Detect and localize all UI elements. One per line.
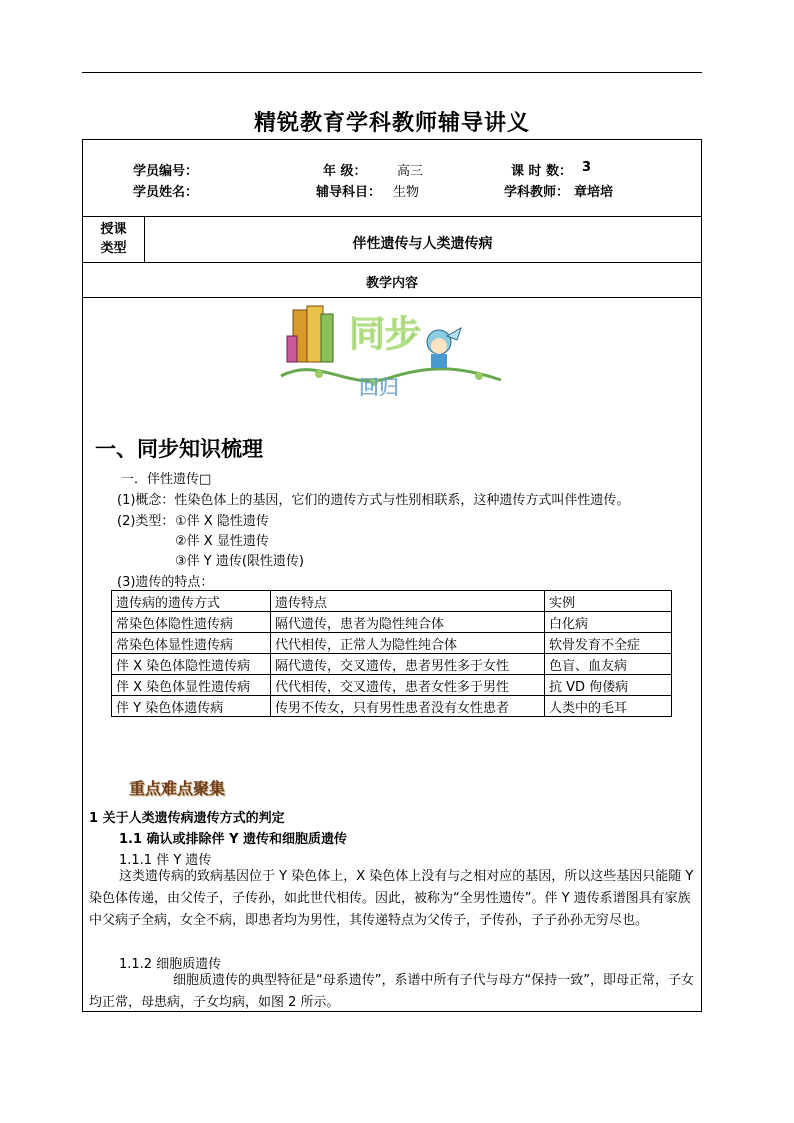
- table-cell: 抗 VD 佝偻病: [545, 675, 672, 696]
- table-cell: 常染色体显性遗传病: [112, 633, 271, 654]
- lesson-frame: [82, 139, 702, 1012]
- table-cell: 代代相传，交叉遗传，患者女性多于男性: [271, 675, 545, 696]
- subject-label: 辅导科目：: [316, 185, 382, 200]
- header-rule: [82, 72, 702, 73]
- student-name-label: 学员姓名：: [133, 185, 199, 200]
- character-icon: [427, 328, 461, 368]
- table-row: [112, 612, 672, 633]
- lesson-type-label: 授课 类型: [100, 222, 127, 256]
- concept-text: (1)概念：性染色体上的基因，它们的遗传方式与性别相联系，这种遗传方式叫伴性遗传。: [117, 493, 630, 508]
- row-divider: [83, 216, 701, 217]
- inheritance-table: [111, 590, 672, 717]
- table-cell: 色盲、血友病: [545, 654, 672, 675]
- table-cell: 隔代遗传，患者为隐性纯合体: [271, 612, 545, 633]
- banner-sub-text: 回归: [359, 375, 399, 396]
- hours-label: 课 时 数：: [511, 164, 573, 179]
- table-cell: 常染色体隐性遗传病: [112, 612, 271, 633]
- table-header-cell: 遗传特点: [271, 591, 545, 612]
- subsection-heading: 1 关于人类遗传病遗传方式的判定: [89, 811, 285, 826]
- books-icon: [287, 306, 333, 362]
- table-cell: 人类中的毛耳: [545, 696, 672, 717]
- teacher-value: 章培培: [574, 185, 614, 200]
- type-item: ①伴 X 隐性遗传: [175, 514, 269, 529]
- subsection-heading: 1.1.2 细胞质遗传: [119, 957, 222, 972]
- table-cell: 白化病: [545, 612, 672, 633]
- features-label: (3)遗传的特点：: [117, 575, 214, 590]
- subject-value: 生物: [393, 185, 420, 200]
- grade-value: 高三: [397, 164, 424, 179]
- table-cell: 传男不传女，只有男性患者没有女性患者: [271, 696, 545, 717]
- table-cell: 代代相传，正常人为隐性纯合体: [271, 633, 545, 654]
- table-cell: 伴 X 染色体显性遗传病: [112, 675, 271, 696]
- table-header-cell: 遗传病的遗传方式: [112, 591, 271, 612]
- types-label: (2)类型：: [117, 514, 175, 529]
- table-row: [112, 696, 672, 717]
- row-divider: [83, 262, 701, 263]
- table-row: [112, 675, 672, 696]
- lesson-title: 伴性遗传与人类遗传病: [352, 236, 493, 252]
- key-points-heading: 重点难点聚集: [129, 779, 226, 798]
- table-cell: 伴 X 染色体隐性遗传病: [112, 654, 271, 675]
- student-id-label: 学员编号：: [133, 164, 199, 179]
- paragraph: 这类遗传病的致病基因位于 Y 染色体上，X 染色体上没有与之相对应的基因，所以这些基因只能随 Y 染色体传递，由父传子，子传孙，如此世代相传。因此，被称为“全男性遗传”。伴 Y 遗传系谱图具有家族中父病子全病，女全不病，即患者均为男性，其传递特点为父传子，子传孙，子子孙孙无穷尽也。: [89, 869, 694, 928]
- paragraph: 细胞质遗传的典型特征是“母系遗传”，系谱中所有子代与母方“保持一致”，即母正常，子女均正常，母患病，子女均病，如图 2 所示。: [89, 973, 694, 1010]
- table-cell: 伴 Y 染色体遗传病: [112, 696, 271, 717]
- sub-heading: 一．伴性遗传□: [121, 472, 212, 487]
- subsection-heading: 1.1.1 伴 Y 遗传: [119, 853, 212, 868]
- sync-banner-image: [279, 296, 504, 396]
- table-row: [112, 654, 672, 675]
- table-header-row: [112, 591, 672, 612]
- table-cell: 隔代遗传，交叉遗传，患者男性多于女性: [271, 654, 545, 675]
- section-heading: 一、同步知识梳理: [95, 437, 263, 461]
- hours-value: 3: [582, 160, 592, 175]
- table-header-cell: 实例: [545, 591, 672, 612]
- grade-label: 年 级：: [323, 164, 367, 179]
- document-title: 精锐教育学科教师辅导讲义: [253, 111, 530, 136]
- banner-main-text: 同步: [349, 313, 422, 355]
- type-item: ②伴 X 显性遗传: [175, 534, 269, 549]
- subsection-heading: 1.1 确认或排除伴 Y 遗传和细胞质遗传: [119, 832, 348, 847]
- table-row: [112, 633, 672, 654]
- teacher-label: 学科教师：: [504, 185, 570, 200]
- type-item: ③伴 Y 遗传(限性遗传): [175, 554, 305, 569]
- content-header: 教学内容: [365, 276, 418, 291]
- table-cell: 软骨发育不全症: [545, 633, 672, 654]
